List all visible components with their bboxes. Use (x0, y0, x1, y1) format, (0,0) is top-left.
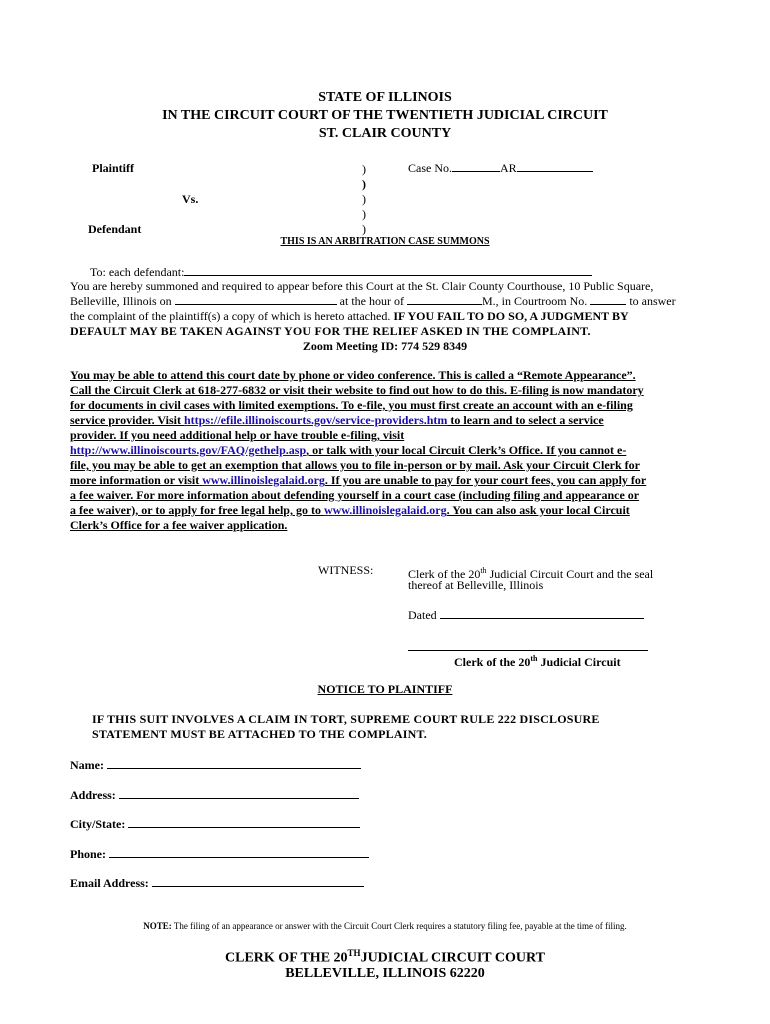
illinois-legal-aid-link[interactable]: www.illinoislegalaid.org (202, 473, 325, 487)
summons-title: THIS IS AN ARBITRATION CASE SUMMONS (280, 236, 490, 247)
address-field[interactable] (70, 788, 359, 803)
superscript: TH (347, 948, 361, 958)
default-judgment-warning: DEFAULT MAY BE TAKEN AGAINST YOU FOR THE RELIEF ASKED IN THE COMPLAINT. (70, 324, 591, 338)
dated-label: Dated (408, 608, 437, 622)
court-county-heading: ST. CLAIR COUNTY (318, 126, 452, 141)
clerk-footer-address: BELLEVILLE, ILLINOIS 62220 (285, 966, 485, 981)
text-run: at the hour of (339, 294, 404, 308)
name-field[interactable] (70, 758, 361, 773)
remote-appearance-text: for documents in civil cases with limited exemptions. To e-file, you must first create an account with an e-filing (70, 398, 633, 412)
case-number-ar: AR (500, 161, 517, 175)
text-run: the complaint of the plaintiff(s) a copy of which is hereto attached. (70, 309, 391, 323)
filing-fee-note (0, 921, 770, 931)
email-label: Email Address: (70, 876, 149, 890)
versus-label: Vs. (182, 192, 199, 206)
text-run: a fee waiver), or to apply for free legal help, go to (70, 503, 321, 517)
zoom-meeting-id: Zoom Meeting ID: 774 529 8349 (302, 339, 468, 353)
remote-appearance-text (70, 503, 680, 518)
email-field[interactable] (70, 876, 364, 891)
city-state-field[interactable] (70, 817, 360, 832)
dated-field (408, 608, 644, 623)
remote-appearance-text: Call the Circuit Clerk at 618-277-6832 or visit their website to find out how to do this. E-filing is now mandatory (70, 383, 644, 397)
case-number-field (408, 161, 593, 176)
superscript: th (480, 566, 487, 575)
text-run: more information or visit (70, 473, 200, 487)
remote-appearance-text: Clerk’s Office for a fee waiver application. (70, 518, 288, 532)
remote-appearance-text (70, 443, 680, 458)
remote-appearance-text: provider. If you need additional help or have trouble e-filing, visit (70, 428, 405, 442)
summons-paragraph-line: You are hereby summoned and required to appear before this Court at the St. Clair County Courthouse, 10 Public Square, (70, 279, 654, 293)
defendant-label: Defendant (88, 222, 142, 236)
note-text: The filing of an appearance or answer with the Circuit Court Clerk requires a statutory filing fee, payable at the time of filing. (171, 921, 627, 931)
caption-paren: ) (362, 177, 366, 191)
text-run: service provider. Visit (70, 413, 181, 427)
caption-paren: ) (362, 162, 366, 176)
summons-date-line (70, 294, 676, 309)
court-state-heading: STATE OF ILLINOIS (318, 90, 452, 105)
caption-paren: ) (362, 207, 366, 221)
text-run: M., in Courtroom No. (481, 294, 588, 308)
plaintiff-label: Plaintiff (92, 161, 134, 175)
to-defendant-label: To: each defendant: (90, 265, 185, 279)
illinois-legal-aid-link[interactable]: www.illinoislegalaid.org (323, 503, 447, 517)
text-run: Judicial Circuit Court and the seal (486, 567, 654, 581)
remote-appearance-text: file, you may be able to get an exemption that allows you to file in-person or by mail. Ask your Circuit Clerk for (70, 458, 640, 472)
summons-paragraph-line (70, 309, 629, 324)
text-run: , or talk with your local Circuit Clerk’s Office. If you cannot e- (306, 443, 627, 457)
superscript: th (530, 654, 538, 663)
address-label: Address: (70, 788, 116, 802)
text-run: Clerk of the 20 (408, 567, 481, 581)
notice-to-plaintiff-title: NOTICE TO PLAINTIFF (317, 682, 453, 696)
clerk-footer-title (0, 948, 770, 967)
note-label: NOTE: (143, 921, 172, 931)
caption-paren: ) (362, 222, 366, 236)
remote-appearance-text (70, 413, 680, 428)
text-run: JUDICIAL CIRCUIT COURT (360, 950, 545, 966)
notice-text: STATEMENT MUST BE ATTACHED TO THE COMPLAINT. (92, 727, 427, 741)
text-run: Belleville, Illinois on (70, 294, 172, 308)
name-label: Name: (70, 758, 104, 772)
efile-providers-link[interactable]: https://efile.illinoiscourts.gov/service-providers.htm (184, 413, 448, 427)
text-run: CLERK OF THE 20 (225, 950, 348, 966)
text-run: Judicial Circuit (537, 655, 621, 669)
notice-text: IF THIS SUIT INVOLVES A CLAIM IN TORT, SUPREME COURT RULE 222 DISCLOSURE (92, 712, 600, 726)
text-run: to answer (629, 294, 676, 308)
clerk-signature-caption (454, 651, 621, 670)
text-run: to learn and to select a service (450, 413, 604, 427)
text-run: . If you are unable to pay for your court fees, you can apply for (324, 473, 647, 487)
witness-location: thereof at Belleville, Illinois (408, 578, 544, 592)
phone-field[interactable] (70, 847, 369, 862)
text-run: Clerk of the 20 (454, 655, 531, 669)
illinois-courts-help-link[interactable]: http://www.illinoiscourts.gov/FAQ/gethelp.asp (70, 443, 307, 457)
remote-appearance-text: a fee waiver. For more information about defending yourself in a court case (including filing and appearance or (70, 488, 640, 502)
witness-label: WITNESS: (318, 563, 374, 577)
court-circuit-heading: IN THE CIRCUIT COURT OF THE TWENTIETH JUDICIAL CIRCUIT (162, 108, 608, 123)
remote-appearance-text (70, 473, 680, 488)
phone-label: Phone: (70, 847, 106, 861)
case-number-label: Case No. (408, 161, 452, 175)
caption-paren: ) (362, 192, 366, 206)
warning-text: IF YOU FAIL TO DO SO, A JUDGMENT BY (393, 309, 629, 323)
city-state-label: City/State: (70, 817, 126, 831)
text-run: . You can also ask your local Circuit (446, 503, 630, 517)
to-defendant-line (90, 265, 592, 280)
remote-appearance-text: You may be able to attend this court date by phone or video conference. This is called a “Remote Appearance”. (70, 368, 636, 382)
